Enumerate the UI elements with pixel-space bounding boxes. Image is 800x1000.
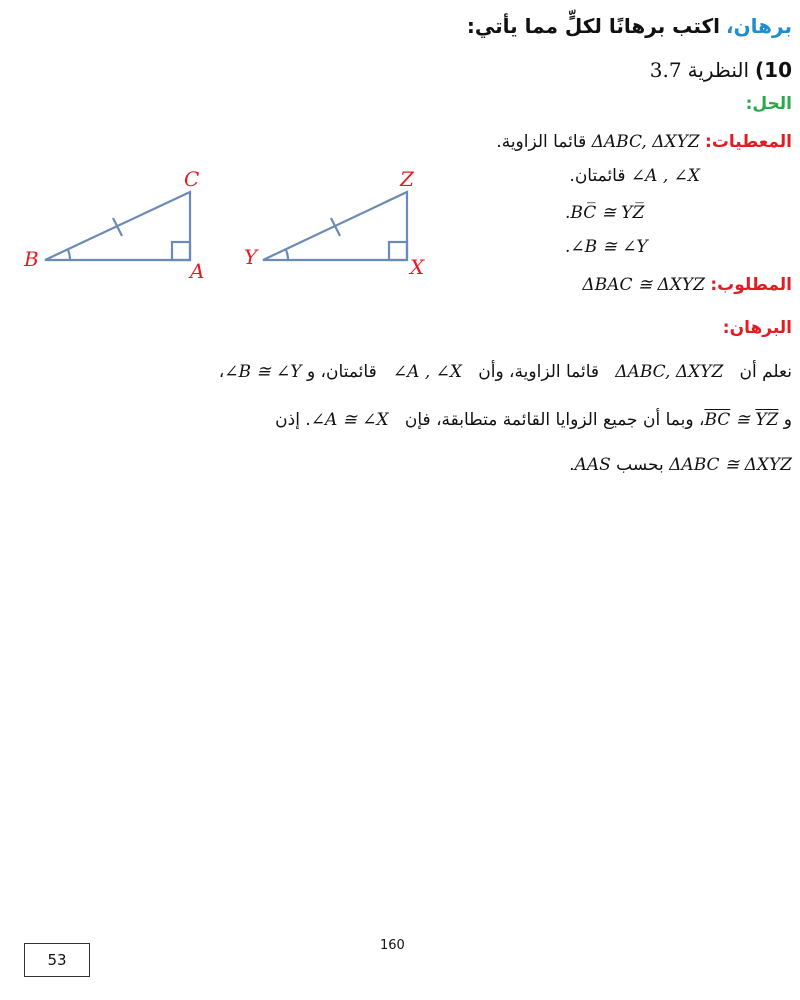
givens-label: المعطيات: bbox=[705, 132, 792, 152]
vertex-label-z: Z bbox=[400, 167, 414, 191]
exercise-number: 10) bbox=[755, 58, 792, 82]
solution-label: الحل: bbox=[745, 94, 792, 114]
required-statement: ΔBAC ≅ ΔXYZ bbox=[582, 275, 705, 295]
givens-triangles: ΔABC, ΔXYZ bbox=[591, 132, 700, 152]
proof-label: برهان، bbox=[726, 14, 792, 38]
required-line bbox=[582, 275, 792, 295]
right-angle-mark-a bbox=[172, 242, 190, 260]
givens-line-4 bbox=[565, 237, 648, 257]
proof-line-3: ΔABC ≅ ΔXYZ بحسب AAS. bbox=[569, 455, 792, 475]
givens-line-1 bbox=[496, 132, 792, 152]
triangle-abc bbox=[45, 192, 190, 260]
vertex-label-b: B bbox=[24, 247, 39, 271]
vertex-label-y: Y bbox=[244, 245, 258, 269]
givens-line-2 bbox=[569, 166, 700, 186]
vertex-label-x: X bbox=[410, 255, 425, 279]
theorem-number: 3.7 bbox=[649, 58, 682, 82]
instruction-text: اكتب برهانًا لكلٍّ مما يأتي: bbox=[466, 14, 720, 38]
givens-line2-text: قائمتان. bbox=[569, 166, 626, 186]
required-label: المطلوب: bbox=[710, 275, 792, 295]
givens-angle-congruence: .∠B ≅ ∠Y bbox=[565, 237, 648, 257]
givens-angles: ∠A , ∠X bbox=[630, 166, 700, 186]
vertex-label-a: A bbox=[190, 259, 205, 283]
angle-mark-b bbox=[68, 250, 70, 260]
givens-line1-text: قائما الزاوية. bbox=[496, 132, 587, 152]
exercise-item bbox=[650, 58, 792, 82]
right-angle-mark-x bbox=[389, 242, 407, 260]
proof-line-2: و $\overline{BC}$ ≅ $\overline{YZ}،$ وبما أن جميع الزوايا القائمة متطابقة، فإن ∠A ≅ ∠X. إذن bbox=[275, 410, 792, 430]
triangle-xyz bbox=[263, 192, 407, 260]
triangles-figure bbox=[0, 160, 440, 290]
proof-line-1: نعلم أن ΔABC, ΔXYZ قائما الزاوية، وأن ∠A , ∠X قائمتان، و ∠B ≅ ∠Y، bbox=[218, 362, 792, 382]
exercise-title: النظرية bbox=[687, 58, 750, 82]
givens-segments: .BC̅ ≅ YZ̅ bbox=[565, 203, 645, 223]
proof-heading: البرهان: bbox=[722, 318, 792, 338]
vertex-label-c: C bbox=[184, 167, 200, 191]
exercise-heading bbox=[467, 14, 792, 38]
angle-mark-y bbox=[286, 250, 288, 260]
givens-line-3 bbox=[565, 203, 644, 223]
page-number-box: 53 bbox=[24, 943, 90, 977]
center-page-number: 160 bbox=[380, 938, 405, 953]
